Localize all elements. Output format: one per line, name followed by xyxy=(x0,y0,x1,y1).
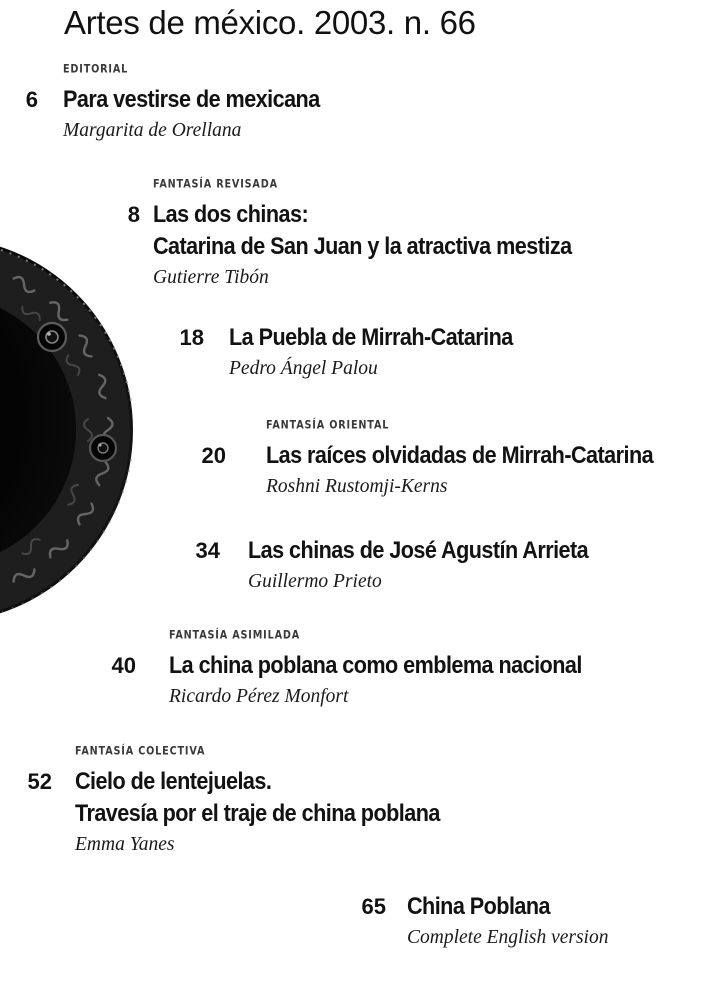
article-author: Complete English version xyxy=(407,927,609,948)
article-title: Las dos chinas: xyxy=(153,201,309,228)
toc-entry xyxy=(201,419,696,499)
toc-entry xyxy=(195,535,626,594)
article-title: Las chinas de José Agustín Arrieta xyxy=(248,537,589,564)
article-title: China Poblana xyxy=(407,893,551,920)
page-number: 40 xyxy=(111,653,136,678)
article-author: Roshni Rustomji-Kerns xyxy=(266,476,448,497)
page-number: 20 xyxy=(201,443,226,468)
article-author: Gutierre Tibón xyxy=(153,267,269,288)
article-author: Ricardo Pérez Monfort xyxy=(169,686,349,707)
toc-entry xyxy=(179,322,544,381)
section-label: FANTASÍA ORIENTAL xyxy=(266,419,390,432)
page-number: 52 xyxy=(27,769,52,794)
section-label: FANTASÍA COLECTIVA xyxy=(75,745,206,758)
article-author: Guillermo Prieto xyxy=(248,571,382,592)
toc-entry xyxy=(27,745,480,857)
section-label: EDITORIAL xyxy=(63,63,129,76)
article-title: Catarina de San Juan y la atractiva mestiza xyxy=(153,233,572,260)
article-author: Margarita de Orellana xyxy=(63,120,242,141)
article-title: Cielo de lentejuelas. xyxy=(75,768,272,795)
page-title: Artes de méxico. 2003. n. 66 xyxy=(64,4,476,41)
toc-entry xyxy=(127,178,618,290)
page-number: 6 xyxy=(25,87,38,112)
page-number: 34 xyxy=(195,538,220,563)
article-title: La Puebla de Mirrah-Catarina xyxy=(229,324,513,351)
page-number: 65 xyxy=(361,894,386,919)
toc-entry xyxy=(25,63,348,143)
article-title: Travesía por el traje de china poblana xyxy=(75,800,440,827)
article-title: Las raíces olvidadas de Mirrah-Catarina xyxy=(266,442,654,469)
section-label: FANTASÍA ASIMILADA xyxy=(169,629,301,642)
article-author: Emma Yanes xyxy=(75,834,175,855)
carved-black-lacquer-vessel-photo xyxy=(0,236,140,618)
page-number: 18 xyxy=(179,325,204,350)
toc-entry xyxy=(361,891,609,950)
article-title: Para vestirse de mexicana xyxy=(63,86,320,113)
section-label: FANTASÍA REVISADA xyxy=(153,178,278,191)
toc-entry xyxy=(111,629,628,709)
page-number: 8 xyxy=(127,202,140,227)
article-author: Pedro Ángel Palou xyxy=(229,358,378,379)
article-title: La china poblana como emblema nacional xyxy=(169,652,582,679)
